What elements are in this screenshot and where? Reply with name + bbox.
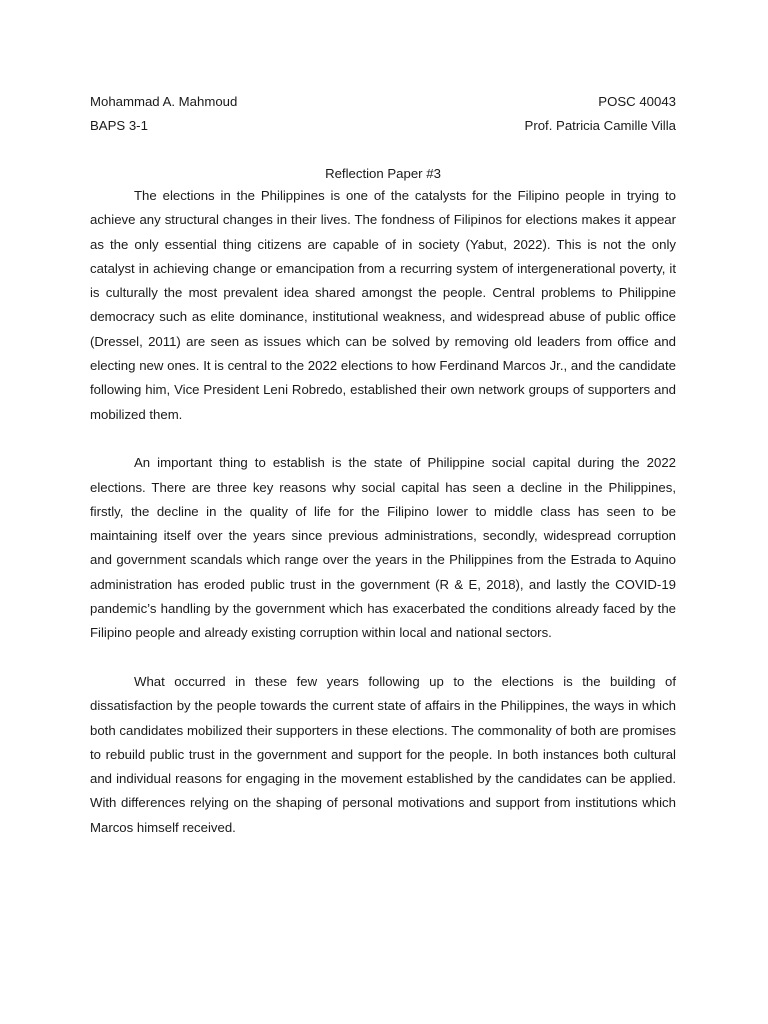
header-row-2 bbox=[90, 114, 676, 138]
paragraph-2: An important thing to establish is the state of Philippine social capital during the 2022 elections. There are three key reasons why social capital has seen a decline in the Philippines, firstly, the decline in the quality of life for the Filipino lower to middle class has seen to be maintaining itself over the years since previous administrations, secondly, widespread corruption and government scandals which range over the years in the Philippines from the Estrada to Aquino administration has eroded public trust in the government (R & E, 2018), and lastly the COVID-19 pandemic’s handling by the government which has exacerbated the conditions already faced by the Filipino people and already existing corruption within local and national sectors. bbox=[90, 455, 676, 641]
professor-name: Prof. Patricia Camille Villa bbox=[524, 118, 676, 133]
paper-title: Reflection Paper #3 bbox=[325, 166, 441, 181]
document-page bbox=[90, 90, 676, 840]
author-name: Mohammad A. Mahmoud bbox=[90, 94, 238, 109]
paragraph-1: The elections in the Philippines is one of the catalysts for the Filipino people in trying to achieve any structural changes in their lives. The fondness of Filipinos for elections makes it appear as the only essential thing citizens are capable of in society (Yabut, 2022). This is not the only catalyst in achieving change or emancipation from a recurring system of intergenerational poverty, it is culturally the most prevalent idea shared amongst the people. Central problems to Philippine democracy such as elite dominance, institutional weakness, and widespread abuse of public office (Dressel, 2011) are seen as issues which can be solved by removing old leaders from office and electing new ones. It is central to the 2022 elections to how Ferdinand Marcos Jr., and the candidate following him, Vice President Leni Robredo, established their own network groups of supporters and mobilized them. bbox=[90, 188, 676, 422]
header-row-1 bbox=[90, 90, 676, 114]
section-label: BAPS 3-1 bbox=[90, 118, 148, 133]
paragraph-3: What occurred in these few years following up to the elections is the building of dissatisfaction by the people towards the current state of affairs in the Philippines, the ways in which both candidates mobilized their supporters in these elections. The commonality of both are promises to rebuild public trust in the government and support for the people. In both instances both cultural and individual reasons for engaging in the movement established by the candidates can be applied. With differences relying on the shaping of personal motivations and support from institutions which Marcos himself received. bbox=[90, 673, 676, 835]
course-code: POSC 40043 bbox=[598, 94, 676, 109]
